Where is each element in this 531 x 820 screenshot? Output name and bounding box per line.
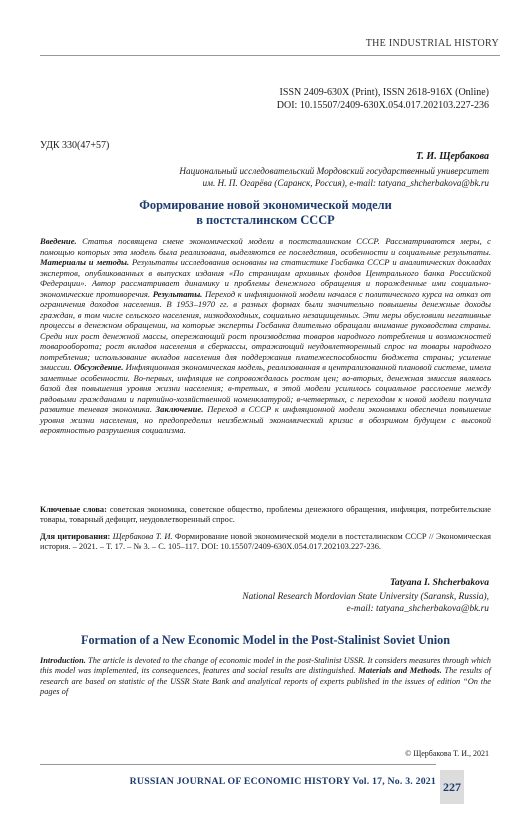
article-title-ru: [40, 198, 491, 227]
citation-ru-text: Формирование новой экономической модели в постсталинском СССР // Экономическая история. – 2021. – Т. 17. – № 3. – С. 105–117. DOI: 10.15507/2409-630X.054.017.202103.227-236.: [40, 532, 491, 552]
article-title-en: Formation of a New Economic Model in the Post-Stalinist Soviet Union: [81, 633, 450, 647]
running-head: THE INDUSTRIAL HISTORY: [365, 38, 499, 49]
affiliation-en-line2: e-mail: tatyana_shcherbakova@bk.ru: [346, 604, 489, 614]
doi-line: DOI: 10.15507/2409-630X.054.017.202103.227-236: [276, 100, 489, 111]
abstract-ru-label-intro: Введение.: [40, 236, 77, 246]
abstract-en-text-methods: The results of research are based on statistic of the USSR State Bank and analytical reports of experts published in the issues of edition “On the pages of: [40, 666, 491, 697]
citation-ru-author: Щербакова Т. И.: [110, 532, 173, 541]
affiliation-ru: [89, 166, 489, 189]
abstract-ru-text-intro: Статья посвящена смене экономической модели в постсталинском СССР. Рассматриваются меры, с помощью которых эта модель была реализована, выделяются ее последствия, особенности и социальные результаты.: [40, 236, 491, 257]
abstract-ru-text-discussion: Инфляционная экономическая модель, реализованная в централизованной плановой системе, имела заметные особенности. Во-первых, инфляция не сопровождалась ростом цен; во-вторых, денежная эмиссия являлась базой для повышения уровня жизни населения; в-третьих, в этой модели усилилось социальное расслоение между рядовыми гражданами и партийно-хозяйственной номенклатурой; в-четвертых, с переходом к новой модели получила развитие теневая экономика.: [40, 362, 491, 414]
abstract-ru-label-conclusion: Заключение.: [155, 404, 204, 414]
journal-footer: RUSSIAN JOURNAL OF ECONOMIC HISTORY Vol. 17, No. 3. 2021: [129, 776, 436, 787]
abstract-ru-text-results: Переход к инфляционной модели начался с политического курса на отказ от ограничения доходов населения. В 1953–1970 гг. в разных формах были значительно повышены денежные доходы граждан, в том числе сельского населения, низкодоходных, социально незащищенных. Эти меры обусловили негативные процессы в денежном обращении, на которые эксперты Госбанка длительно обращали внимание руководства страны. Среди них рост денежной массы, опережающий рост производства товаров народного потребления и возможностей товарооборота; рост вкладов населения в сберкассы, отражающий неудовлетворенный спрос на товары народного потребления; использование вкладов населения для поддержания платежеспособности бюджета страны; усиление эмиссии.: [40, 288, 491, 372]
affiliation-en-line1: National Research Mordovian State University (Saransk, Russia),: [242, 592, 489, 602]
affiliation-ru-line1: Национальный исследовательский Мордовский государственный университет: [179, 166, 489, 176]
abstract-ru-text-methods: Результаты исследования основаны на статистике Госбанка СССР и аналитических докладах экспертов, опубликованных в выпусках издания «По страницам архивных фондов Центрального банка Российской Федерации». Автор рассматривает динамику и проблемы денежного обращения и порожденные ими социально-экономические противоречия.: [40, 257, 491, 299]
keywords-ru: [40, 505, 491, 526]
abstract-ru-label-discussion: Обсуждение.: [73, 362, 124, 372]
citation-ru-label: Для цитирования:: [40, 532, 111, 541]
keywords-ru-label: Ключевые слова:: [40, 505, 107, 514]
identifiers: [277, 86, 489, 112]
abstract-en: [40, 656, 491, 698]
page-number: 227: [440, 770, 464, 804]
abstract-ru: [40, 236, 491, 436]
abstract-ru-label-methods: Материалы и методы.: [40, 257, 130, 267]
copyright: © Щербакова Т. И., 2021: [405, 749, 489, 758]
affiliation-en: [89, 591, 489, 615]
header-rule: [40, 55, 500, 56]
abstract-en-label-methods: Materials and Methods.: [358, 666, 442, 676]
footer-rule: [40, 764, 436, 765]
affiliation-ru-line2: им. Н. П. Огарёва (Саранск, Россия), e-mail: tatyana_shcherbakova@bk.ru: [202, 177, 489, 188]
abstract-en-text-intro: The article is devoted to the change of economic model in the post-Stalinist USSR. It considers measures through which this model was implemented, its consequences, features and social results are distinguished.: [40, 656, 491, 676]
abstract-ru-label-results: Результаты.: [152, 288, 203, 299]
title-ru-line2: в постсталинском СССР: [196, 212, 335, 227]
keywords-ru-text: советская экономика, советское общество, проблемы денежного обращения, инфляция, потребительские товары, товарный дефицит, неудовлетворенный спрос.: [40, 505, 492, 525]
author-en: Tatyana I. Shcherbakova: [389, 577, 489, 588]
issn-line: ISSN 2409-630X (Print), ISSN 2618-916X (Online): [279, 87, 489, 98]
udc-code: УДК 330(47+57): [40, 140, 110, 151]
abstract-en-label-intro: Introduction.: [40, 656, 86, 665]
abstract-ru-text-conclusion: Переход в СССР к инфляционной модели экономики обеспечил повышение уровня жизни населения, но предопределил неизбежный экономический кризис в обозримом будущем с высокой вероятностью разрушения социализма.: [40, 404, 491, 435]
author-ru: Т. И. Щербакова: [415, 151, 489, 162]
citation-ru: [40, 532, 491, 553]
title-ru-line1: Формирование новой экономической модели: [139, 198, 392, 212]
